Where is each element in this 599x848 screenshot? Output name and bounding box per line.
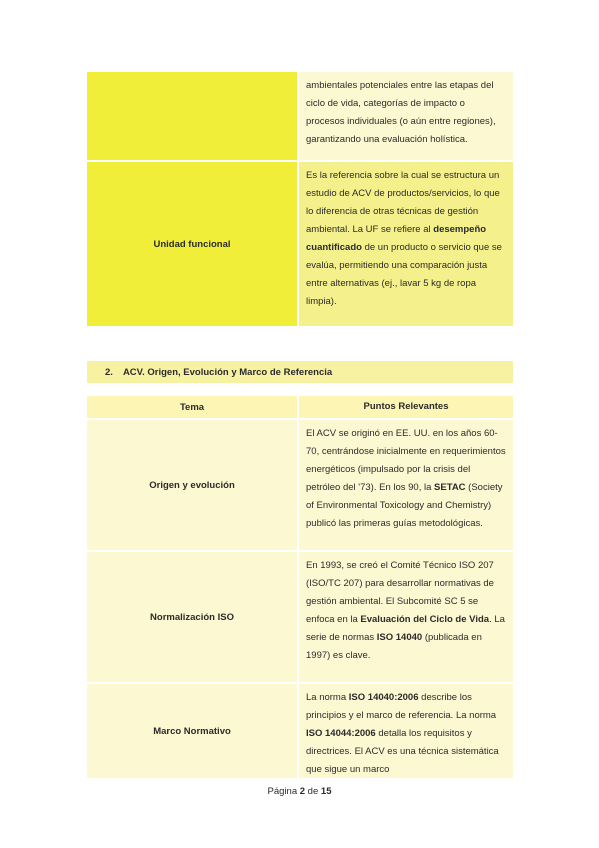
section-number: 2. <box>105 366 113 378</box>
origin-evolution-table <box>87 396 513 778</box>
page-footer <box>0 786 599 797</box>
table-header-row <box>87 396 513 418</box>
row-label-unidad-funcional: Unidad funcional <box>87 162 297 326</box>
table-row <box>87 162 513 326</box>
table-row <box>87 72 513 160</box>
row-label-origen: Origen y evolución <box>87 420 297 550</box>
footer-mid: de <box>305 786 321 797</box>
row-content-origen: El ACV se originó en EE. UU. en los años 60-70, centrándose inicialmente en requerimientos energéticos (impulsado por la crisis del petróleo del '73). En los 90, la SETAC (Society of Environmental Toxicology and Chemistry) publicó las primeras guías metodológicas. <box>299 420 513 550</box>
section-heading <box>87 361 513 383</box>
row-label-normalizacion: Normalización ISO <box>87 552 297 682</box>
row-content-cell: ambientales potenciales entre las etapas del ciclo de vida, categorías de impacto o procesos individuales (o aún entre regiones), garantizando una evaluación holística. <box>299 72 513 160</box>
table-row <box>87 420 513 550</box>
page-total: 15 <box>320 786 332 797</box>
row-content-unidad-funcional: Es la referencia sobre la cual se estructura un estudio de ACV de productos/servicios, lo que lo diferencia de otras técnicas de gestión ambiental. La UF se refiere al desempeño cuantificado de un producto o servicio que se evalúa, permitiendo una comparación justa entre alternativas (ej., lavar 5 kg de ropa limpia). <box>299 162 513 326</box>
table-row <box>87 552 513 682</box>
header-puntos-relevantes: Puntos Relevantes <box>299 396 513 418</box>
row-label-cell <box>87 72 297 160</box>
criteria-table-continued <box>87 72 513 326</box>
section-title: ACV. Origen, Evolución y Marco de Referencia <box>122 366 333 378</box>
row-content-marco-normativo: La norma ISO 14040:2006 describe los principios y el marco de referencia. La norma ISO 14044:2006 detalla los requisitos y directrices. El ACV es una técnica sistemática que sigue un marco <box>299 684 513 778</box>
header-tema: Tema <box>87 396 297 418</box>
footer-prefix: Página <box>267 786 300 797</box>
page-number: 2 <box>299 786 306 797</box>
row-label-marco-normativo: Marco Normativo <box>87 684 297 778</box>
row-content-normalizacion: En 1993, se creó el Comité Técnico ISO 207 (ISO/TC 207) para desarrollar normativas de gestión ambiental. El Subcomité SC 5 se enfoca en la Evaluación del Ciclo de Vida. La serie de normas ISO 14040 (publicada en 1997) es clave. <box>299 552 513 682</box>
table-row <box>87 684 513 778</box>
